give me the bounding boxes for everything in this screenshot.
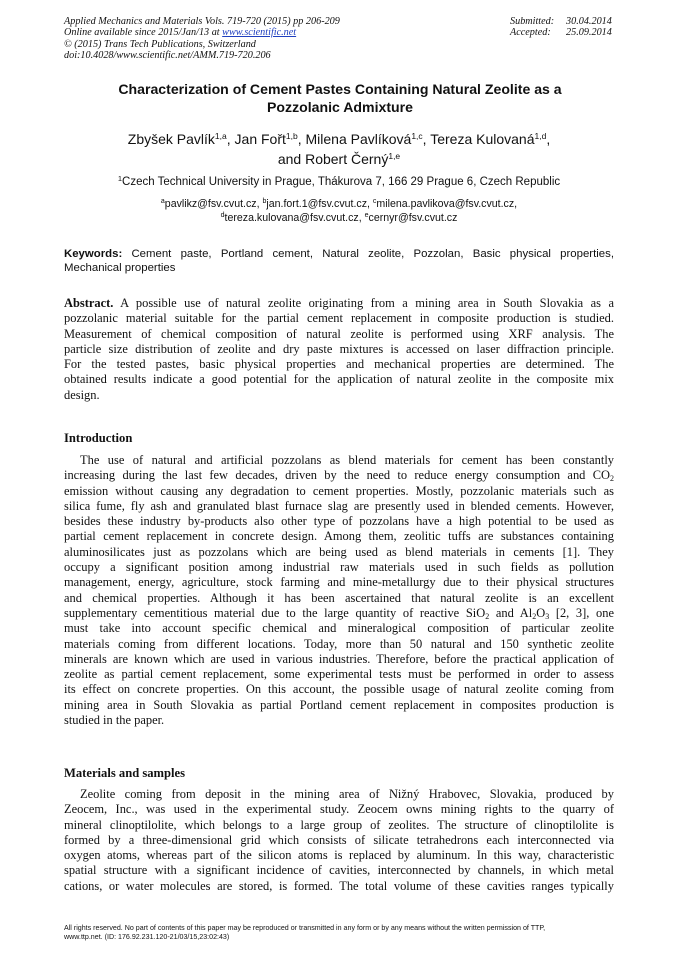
refs-tail: [2, 3], one [549, 605, 615, 620]
author-separator: , [546, 131, 551, 147]
email-sup: e [364, 212, 369, 219]
submitted-date: 30.04.2014 [566, 16, 612, 27]
intro-line: aluminosilicates just as pozzolans which are being used as blend materials in cements [1]. They [64, 544, 614, 559]
authors-line-1 [64, 129, 614, 149]
keywords-text: Cement paste, Portland cement, Natural zeolite, Pozzolan, Basic physical properties, Mechanical properties [64, 248, 614, 274]
intro-line: besides these industry by-products also other type of pozzolans have a high potential to be used as [64, 514, 614, 529]
copyright-line: © (2015) Trans Tech Publications, Switzerland [64, 38, 256, 50]
keywords [64, 248, 614, 275]
email-sup: d [220, 212, 225, 219]
materials-line: oxygen atoms, whereas part of the silicon atoms is replaced by aluminum. In this way, characteristic [64, 848, 614, 863]
keywords-label: Keywords: [64, 248, 123, 260]
submission-dates [510, 16, 612, 39]
sio2-subscript: 2 [485, 611, 490, 621]
intro-line: minerals are known which are used in various industries. Therefore, before the practical application of [64, 651, 614, 666]
intro-line: occupy a significant position among industrial raw materials used in such fields as pollution [64, 560, 614, 575]
authors-line-2 [64, 149, 614, 169]
intro-line: studied in the paper. [64, 713, 165, 728]
author-separator: , [226, 131, 235, 147]
abstract-label: Abstract. [64, 296, 114, 310]
publication-header [64, 16, 340, 61]
author-affil-sup: 1,d [534, 131, 547, 141]
intro-line: materials coming from different locations. Today, more than 50 natural and 150 synthetic zeolite [64, 636, 614, 651]
emails-line-2: $^d$tereza.kulovana@fsv.cvut.cz, $^e$cernyr@fsv.cvut.cz [220, 212, 458, 224]
materials-body [64, 787, 614, 894]
intro-line: The use of natural and artificial pozzolans as blend materials for cement has been constantly [80, 453, 614, 467]
author-name: Milena Pavlíková [305, 131, 412, 147]
o-subscript: 3 [545, 611, 550, 621]
intro-line-text: supplementary cementitious material due to the large quantity of reactive SiO [64, 605, 486, 620]
author-affil-sup: 1,c [411, 131, 423, 141]
materials-line: formed by a three-dimensional grid which consists of silicate tetrahedrons each interconnected via [64, 832, 614, 847]
author-name: Robert Černý [305, 151, 389, 167]
accepted-row [510, 27, 612, 38]
emails-line-1: $^a$pavlikz@fsv.cvut.cz, $^b$jan.fort.1@fsv.cvut.cz, $^c$milena.pavlikova@fsv.cvut.cz, [160, 198, 518, 210]
intro-line: emission without causing any degradation to cement properties. Mostly, pozzolanic materials such as [64, 483, 614, 498]
online-line [64, 27, 340, 38]
intro-line: and chemical properties. Although it has been ascertained that natural zeolite is an excellent [64, 590, 614, 605]
abstract-line: pozzolanic material suitable for the partial cement replacement in composite production is studied. [64, 311, 614, 326]
abstract-line: particle size distribution of zeolite and dry paste mixtures is accessed on laser diffraction principle. [64, 341, 614, 356]
affiliation-sup: 1 [117, 174, 123, 183]
author-name: Tereza Kulovaná [430, 131, 535, 147]
copyright-footer [64, 924, 616, 942]
abstract-line: obtained results indicate a good potential for the application of natural zeolite in the composite mix [64, 372, 614, 387]
email-address[interactable]: pavlikz@fsv.cvut.cz [164, 198, 257, 210]
materials-line: spatial structure with a significant incidence of cavities, interconnected by channels, in which metal [64, 863, 614, 878]
and-al-text: and Al [489, 605, 533, 620]
author-name: Jan Fořt [234, 131, 286, 147]
materials-line: mineral clinoptilolite, which belongs to a large group of zeolites. The structure of clinoptilolite is [64, 817, 614, 832]
abstract-line: Measurement of chemical composition of natural zeolite is performed using XRF analysis. The [64, 326, 614, 341]
author-affil-sup: 1,b [285, 131, 298, 141]
intro-line [64, 606, 614, 621]
intro-line: its effect on concrete properties. On this account, the possible usage of natural zeolite coming from [64, 682, 614, 697]
intro-line: must take into account specific chemical and mineralogical composition of particular zeolite [64, 621, 614, 636]
intro-line: management, energy, agriculture, stock farming and mine-metallurgy due to their physical structures [64, 575, 614, 590]
scientific-net-link[interactable]: www.scientific.net [222, 27, 297, 39]
intro-line: mining area in South Slovakia as partial Portland cement replacement in composites production is [64, 697, 614, 712]
materials-heading: Materials and samples [64, 766, 186, 780]
email-address[interactable]: jan.fort.1@fsv.cvut.cz [266, 198, 368, 210]
author-emails [64, 197, 614, 225]
submitted-row [510, 16, 612, 27]
author-affil-sup: 1,a [214, 131, 227, 141]
title-line-2: Pozzolanic Admixture [267, 98, 413, 115]
online-prefix: Online available since 2015/Jan/13 at [64, 27, 223, 39]
materials-line: cations, or water molecules are stored, is formed. The total volume of these cavities ranges typically [64, 878, 614, 893]
intro-line: silica fume, fly ash and granulated blast furnace slag are presently used in blended cements. However, [64, 498, 614, 513]
email-sup: c [372, 198, 377, 205]
footer-line-2: www.ttp.net. (ID: 176.92.231.120-21/03/15,23:02:43) [64, 933, 230, 942]
author-separator: , [422, 131, 431, 147]
submitted-label: Submitted: [510, 16, 555, 27]
oxygen-text: O [536, 605, 546, 620]
footer-line-1: All rights reserved. No part of contents of this paper may be reproduced or transmitted in any form or by any means without the written permission of TTP, [64, 924, 546, 932]
abstract [64, 296, 614, 403]
abstract-line: design. [64, 387, 100, 402]
author-affil-sup: 1,e [388, 151, 401, 161]
introduction-heading: Introduction [64, 431, 133, 445]
intro-line-text: increasing during the last few decades, driven by the need to reduce energy consumption and CO [64, 468, 610, 483]
author-separator: , [297, 131, 306, 147]
email-address[interactable]: cernyr@fsv.cvut.cz [368, 212, 458, 224]
email-sup: b [262, 198, 267, 205]
email-sup: a [160, 198, 165, 205]
author-and: and [277, 151, 306, 167]
accepted-date: 25.09.2014 [566, 27, 612, 39]
paper-title [70, 81, 610, 116]
abstract-line [64, 296, 614, 311]
intro-line: zeolite as partial cement replacement, some experimental tests must be performed in order to assess [64, 667, 614, 682]
email-address[interactable]: milena.pavlikova@fsv.cvut.cz [376, 198, 515, 210]
affiliation [64, 175, 614, 190]
intro-line: partial cement replacement in concrete design. Among them, zeolitic tuffs are substances containing [64, 529, 614, 544]
co2-subscript: 2 [610, 474, 614, 484]
journal-line: Applied Mechanics and Materials Vols. 719-720 (2015) pp 206-209 [64, 16, 340, 27]
author-list [64, 129, 614, 169]
abstract-line-text: A possible use of natural zeolite originating from a mining area in South Slovakia as a [113, 296, 614, 310]
materials-line: Zeolite coming from deposit in the mining area of Nižný Hrabovec, Slovakia, produced by [80, 787, 614, 801]
al-subscript: 2 [532, 611, 537, 621]
title-line-1: Characterization of Cement Pastes Containing Natural Zeolite as a [118, 81, 562, 97]
accepted-label: Accepted: [510, 27, 551, 39]
author-name: Zbyšek Pavlík [127, 131, 215, 147]
doi-line: doi:10.4028/www.scientific.net/AMM.719-720.206 [64, 49, 271, 61]
intro-line [64, 468, 614, 483]
affiliation-text: Czech Technical University in Prague, Thákurova 7, 166 29 Prague 6, Czech Republic [122, 176, 561, 188]
materials-line: Zeocem, Inc., was used in the experimental study. Zeocem owns mining rights to the quarry of [64, 802, 614, 817]
introduction-body [64, 453, 614, 728]
abstract-line: For the tested pastes, basic physical properties and mechanical properties are determined. The [64, 357, 614, 372]
email-address[interactable]: tereza.kulovana@fsv.cvut.cz [224, 212, 359, 224]
